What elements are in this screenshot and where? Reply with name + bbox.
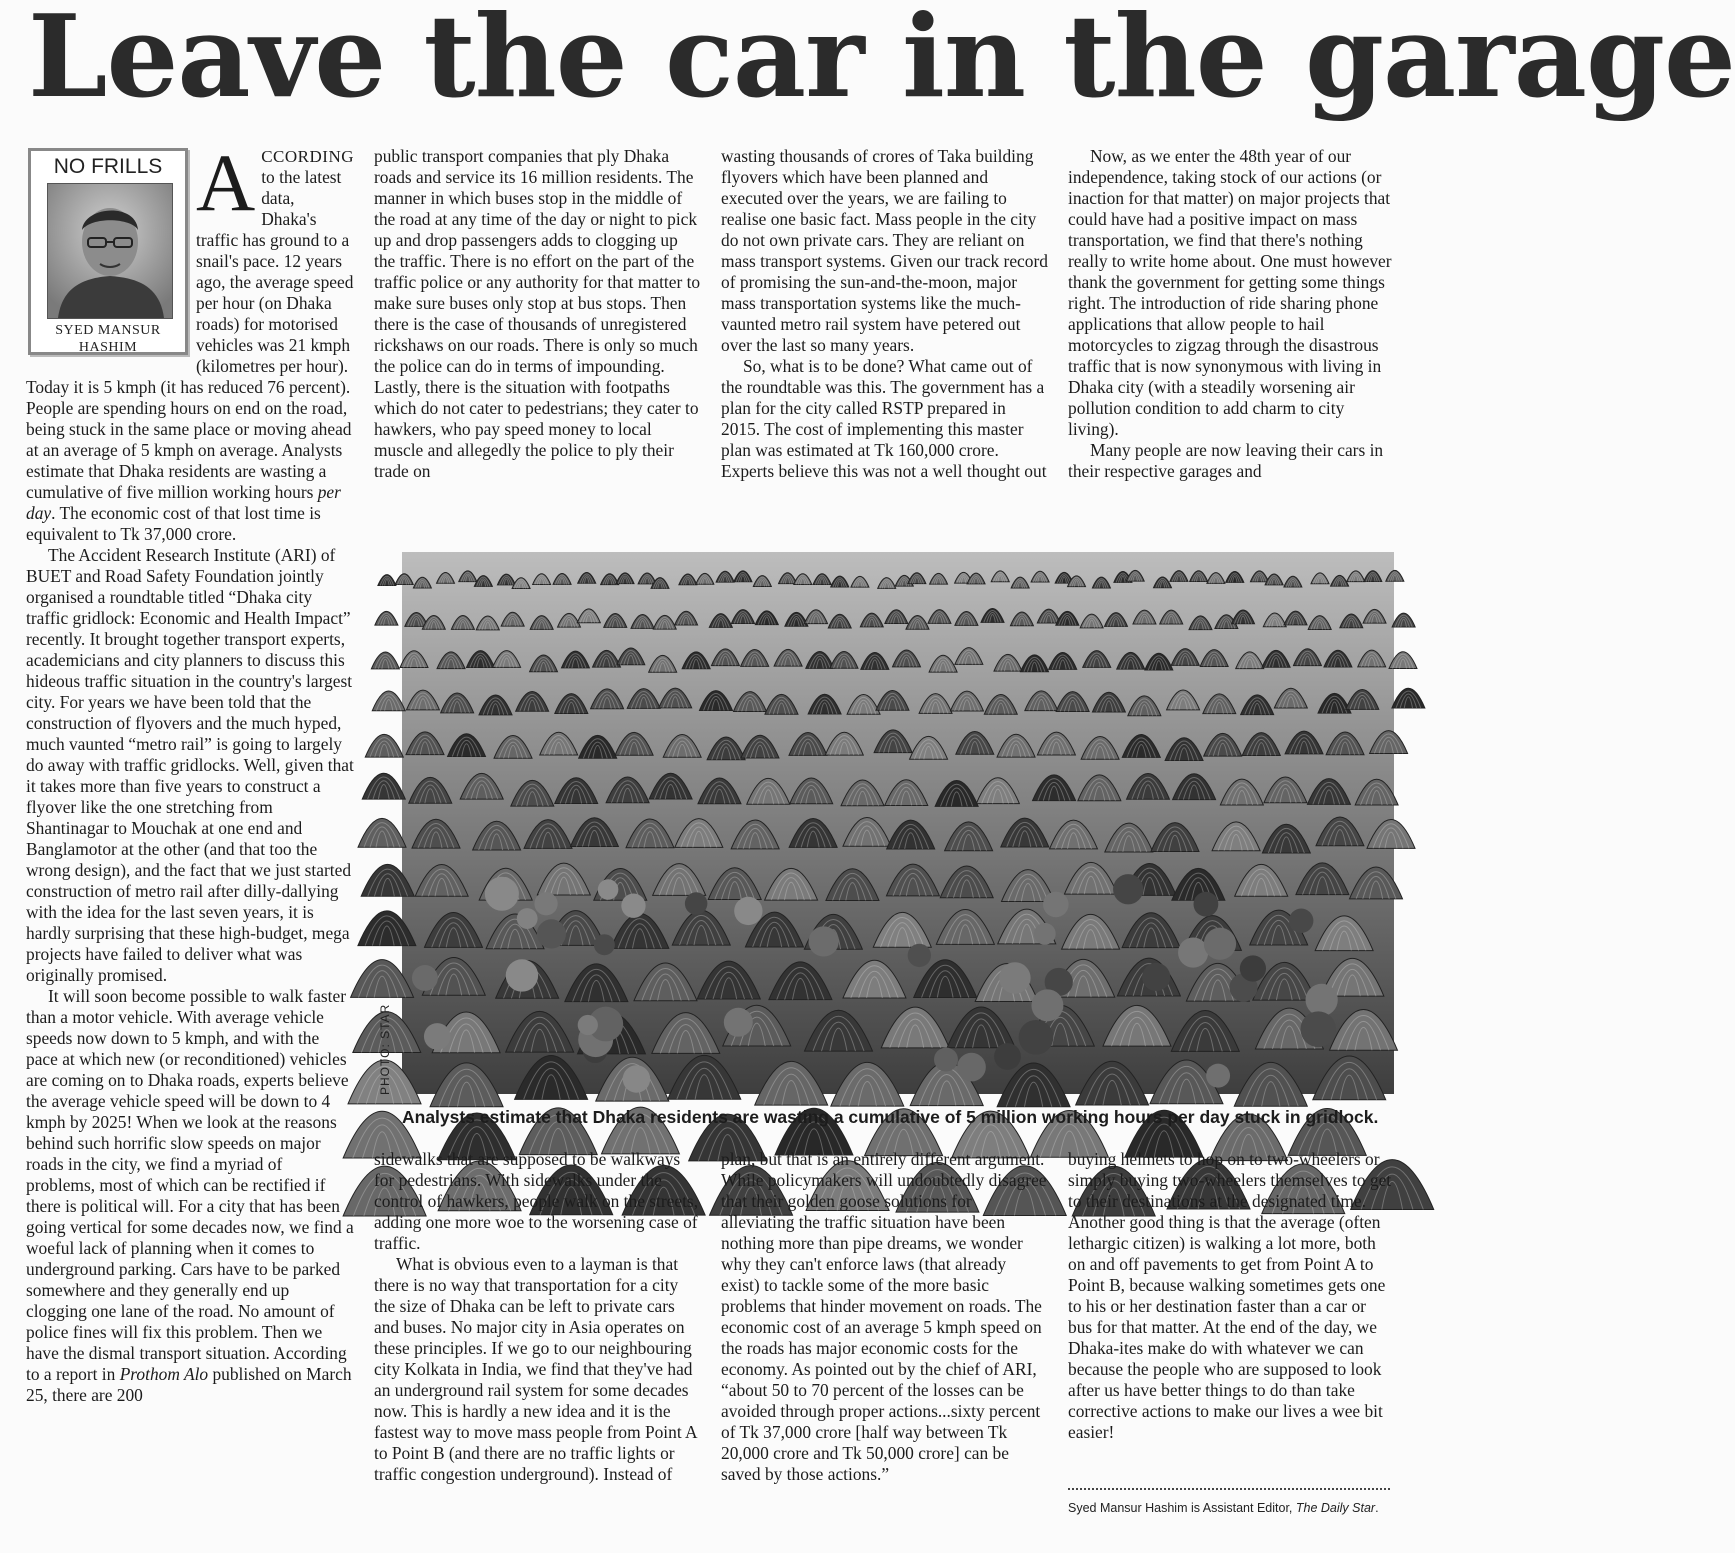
- author-note-publication: The Daily Star: [1295, 1501, 1376, 1515]
- author-note: [1068, 1500, 1392, 1516]
- author-note-end: .: [1375, 1501, 1379, 1515]
- text-run: to the latest data, Dhaka's traffic has ground to a snail's pace. 12 years ago, the average speed per hour (on Dhaka roads) for motorised vehicles was 21 kmph (kilometres per hour). Today it is 5 kmph (it has reduced 76 percent). People are spending hours on end on the road, being stuck in the same place or moving ahead at an average of 5 kmph on average. Analysts estimate that Dhaka residents are wasting a cumulative of five million working hours: [26, 167, 354, 502]
- paragraph: public transport companies that ply Dhaka roads and service its 16 million residents. The manner in which buses stop in the middle of the road at any time of the day or night to pick up and drop passengers adds to clogging up the traffic. There is no effort on the part of the traffic police or any authority for that matter to make sure buses only stop at bus stops. Then there is the case of thousands of unregistered rickshaws on our roads. There is only so much the police can do in terms of impounding. Lastly, there is the situation with footpaths which do not cater to pedestrians; they cater to hawkers, who pay speed money to local muscle and allegedly the police to ply their trade on: [374, 146, 701, 481]
- article-column-2-top: [374, 146, 702, 526]
- text-run: . The economic cost of that lost time is equivalent to Tk 37,000 crore.: [26, 503, 321, 544]
- text-italic: Prothom Alo: [119, 1364, 209, 1384]
- photo-caption: Analysts estimate that Dhaka residents are wasting a cumulative of 5 million working hours per day stuck in gridlock.: [402, 1107, 1379, 1127]
- paragraph: Many people are now leaving their cars in their respective garages and: [1068, 440, 1384, 481]
- article-column-4-top: [1068, 146, 1392, 530]
- paragraph: What is obvious even to a layman is that there is no way that transportation for a city the size of Dhaka can be left to private cars and buses. No major city in Asia operates on these principles. If we go to our neighbouring city Kolkata in India, we find that they've had an underground rail system for some decades now. This is hardly a new idea and it is the fastest way to move mass people from Point A to Point B (and there are no traffic lights or traffic congestion underground). Instead of: [374, 1254, 697, 1484]
- paragraph: So, what is to be done? What came out of the roundtable was this. The government has a plan for the city called RSTP prepared in 2015. The cost of implementing this master plan was estimated at Tk 160,000 crore. Experts believe this was not a well thought out: [721, 356, 1047, 481]
- paragraph: plan, but that is an entirely different argument. While policymakers will undoubtedly disagree that their golden goose solutions for alleviating the traffic situation have been nothing more than pipe dreams, we wonder why they can't enforce laws (that already exist) to tackle some of the more basic problems that hinder movement on roads. The economic cost of an average 5 kmph speed on the roads has major economic costs for the economy. As pointed out by the chief of ARI, “about 50 to 70 percent of the losses can be avoided through proper actions...sixty percent of Tk 37,000 crore [half way between Tk 20,000 crore and Tk 50,000 crore] can be saved by those actions.”: [721, 1149, 1047, 1484]
- dropcap: A: [196, 137, 256, 228]
- paragraph: wasting thousands of crores of Taka building flyovers which have been planned and executed over the years, we are failing to realise one basic fact. Mass people in the city do not own private cars. They are reliant on mass transport systems. Given our track record of promising the sun-and-the-moon, major mass transportation systems like the much-vaunted metro rail system have petered out over the last so many years.: [721, 146, 1048, 355]
- lead-in: CCORDING: [261, 147, 355, 166]
- text-run: published on March 25, there are 200: [26, 1364, 352, 1405]
- text-italic: per day: [26, 482, 341, 523]
- paragraph: Now, as we enter the 48th year of our independence, taking stock of our actions (or inaction for that matter) on major projects that could have had a positive impact on mass transportation, we find that there's nothing really to write home about. One must however thank the government for getting some things right. The introduction of ride sharing phone applications that allow people to hail motorcycles to zigzag through the disastrous traffic that is now synonymous with living in Dhaka city (with a steadily worsening air pollution condition to add charm to city living).: [1068, 146, 1392, 439]
- paragraph: sidewalks that are supposed to be walkways for pedestrians. With sidewalks under the control of hawkers, people walk on the streets, adding one more woe to the worsening case of traffic.: [374, 1149, 699, 1253]
- byline-spacer: [26, 146, 196, 376]
- column-label: NO FRILLS: [53, 155, 163, 178]
- author-name: SYED MANSUR HASHIM: [55, 323, 161, 355]
- article-column-3-bottom: [721, 1149, 1049, 1549]
- paragraph: [26, 986, 354, 1406]
- rickshaw-traffic-photo: [402, 552, 1394, 1094]
- text-run: It will soon become possible to walk faster than a motor vehicle. With average vehicle speeds now down to 5 kmph, and with the pace at which new (or reconditioned) vehicles are coming on to Dhaka roads, experts believe the average vehicle speed will be down to 4 kmph by 2025! When we look at the reasons behind such horrific slow speeds on major roads in the city, we find a myriad of problems, most of which can be rectified if there is political will. For a city that has been going vertical for some decades now, we find a woeful lack of planning when it comes to underground parking. Cars have to be parked somewhere and they generally end up clogging one lane of the road. No amount of police fines will fix this problem. Then we have the dismal transport situation. According to a report in: [26, 986, 354, 1384]
- author-note-text: Syed Mansur Hashim is Assistant Editor,: [1068, 1501, 1296, 1515]
- divider: [1068, 1488, 1390, 1490]
- article-column-3-top: [721, 146, 1049, 530]
- article-column-4-bottom: [1068, 1149, 1392, 1483]
- photo-credit: PHOTO: STAR: [378, 1003, 392, 1095]
- paragraph: buying helmets to hop on to two-wheelers or simply buying two-wheelers themselves to get to their destinations at the designated time. Another good thing is that the average (often lethargic citizen) is walking a lot more, both on and off pavements to get from Point A to Point B, because walking sometimes gets one to his or her destination faster than a car or bus for that matter. At the end of the day, we Dhaka-ites make do with whatever we can because the people who are supposed to look after us have better things to do than take corrective actions to make our lives a wee bit easier!: [1068, 1149, 1392, 1442]
- article-column-1: [26, 137, 355, 1546]
- headline: Leave the car in the garage: [28, 0, 1735, 123]
- paragraph: The Accident Research Institute (ARI) of BUET and Road Safety Foundation jointly organised a roundtable titled “Dhaka city traffic gridlock: Economic and Health Impact” recently. It brought together transport experts, academicians and city planners to discuss this hideous traffic situation in the country's largest city. For years we have been told that the construction of flyovers and the much hyped, much vaunted “metro rail” is going to largely do away with traffic gridlocks. Well, given that it takes more than five years to construct a flyover like the one stretching from Shantinagar to Mouchak at one end and Banglamotor at the other (and that too the wrong design), and the fact that we just started construction of metro rail after dilly-dallying with the idea for the last seven years, it is hardly surprising that these high-budget, mega projects have failed to deliver what was originally promised.: [26, 545, 354, 985]
- article-column-2-bottom: [374, 1149, 702, 1549]
